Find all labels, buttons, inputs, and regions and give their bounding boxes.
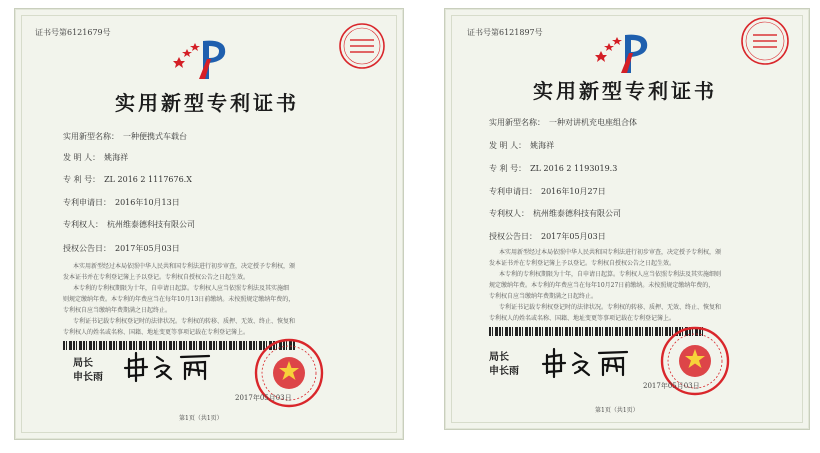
field-label: 实用新型名称： bbox=[489, 118, 545, 127]
field-grant-date bbox=[489, 231, 606, 242]
field-name bbox=[489, 117, 637, 128]
field-value: 姚海祥 bbox=[530, 141, 555, 150]
field-label: 专利申请日： bbox=[63, 198, 111, 207]
field-value: 一种对讲机充电座组合体 bbox=[549, 118, 637, 127]
body-line: 专利权自应当缴纳年费期满之日起终止。 bbox=[489, 293, 598, 300]
field-value: ZL 2016 2 1117676.X bbox=[104, 175, 192, 184]
page-footer: 第1页（共1页） bbox=[179, 415, 223, 422]
patent-office-logo-icon bbox=[595, 29, 655, 77]
field-label: 发 明 人： bbox=[63, 153, 101, 162]
seal-date: 2017年05月03日 bbox=[643, 382, 700, 390]
patent-certificate-1 bbox=[14, 8, 404, 440]
field-value: 2017年05月03日 bbox=[115, 244, 180, 253]
field-value: 2016年10月13日 bbox=[115, 198, 180, 207]
director-title: 局长 bbox=[489, 352, 509, 363]
body-line: 专利权人的姓名或名称、国籍、地址变更等事项记载在专利登记簿上。 bbox=[489, 315, 676, 322]
field-label: 发 明 人： bbox=[489, 141, 527, 150]
body-line: 本实用新型经过本局依照中华人民共和国专利法进行初步审查，决定授予专利权，颁 bbox=[499, 249, 722, 256]
field-label: 专利权人： bbox=[63, 220, 103, 229]
director-signature-icon bbox=[123, 349, 215, 383]
field-label: 专利申请日： bbox=[489, 187, 537, 196]
approval-stamp-icon bbox=[739, 15, 791, 67]
field-inventor bbox=[63, 152, 128, 163]
field-value: ZL 2016 2 1193019.3 bbox=[530, 164, 618, 173]
field-inventor bbox=[489, 140, 554, 151]
field-patentee bbox=[63, 219, 195, 230]
field-value: 一种便携式车载台 bbox=[123, 132, 187, 141]
approval-stamp-icon bbox=[337, 21, 387, 71]
body-line: 规定缴纳年费。本专利的年费应当在每年10月27日前缴纳。未按照规定缴纳年费的， bbox=[489, 282, 715, 289]
director-signature-icon bbox=[541, 345, 633, 379]
body-line: 发本证书并在专利登记簿上予以登记。专利权自授权公告之日起生效。 bbox=[489, 260, 676, 267]
director-block bbox=[73, 357, 103, 385]
field-patent-number bbox=[489, 163, 617, 174]
body-line: 本专利的专利权期限为十年，自申请日起算。专利权人应当依照专利法及其实施细则 bbox=[499, 271, 722, 278]
director-block bbox=[489, 351, 519, 379]
field-label: 授权公告日： bbox=[489, 232, 537, 241]
seal-date: 2017年05月03日 bbox=[235, 394, 292, 402]
field-value: 姚海祥 bbox=[104, 153, 129, 162]
certificate-body-text bbox=[63, 261, 363, 338]
patent-office-logo-icon bbox=[173, 35, 233, 83]
field-value: 杭州维泰德科技有限公司 bbox=[107, 220, 195, 229]
director-name: 申长雨 bbox=[489, 366, 519, 377]
body-line: 则规定缴纳年费。本专利的年费应当在每年10月13日前缴纳。未按照规定缴纳年费的， bbox=[63, 296, 295, 303]
body-line: 专利证书记载专利权登记时的法律状况。专利权的转移、质押、无效、终止、恢复和 bbox=[499, 304, 722, 311]
field-label: 专利权人： bbox=[489, 209, 529, 218]
field-grant-date bbox=[63, 243, 180, 254]
field-label: 实用新型名称： bbox=[63, 132, 119, 141]
director-title: 局长 bbox=[73, 358, 93, 369]
certificate-title: 实用新型专利证书 bbox=[533, 79, 717, 103]
page-footer: 第1页（共1页） bbox=[595, 407, 639, 414]
body-line: 本专利的专利权期限为十年，自申请日起算。专利权人应当依照专利法及其实施细 bbox=[73, 285, 290, 292]
field-patent-number bbox=[63, 174, 192, 185]
patent-certificate-2 bbox=[444, 8, 810, 430]
field-label: 专 利 号： bbox=[489, 164, 527, 173]
certificate-title: 实用新型专利证书 bbox=[115, 91, 299, 115]
body-line: 专利证书记载专利权登记时的法律状况。专利权的转移、质押、无效、终止、恢复和 bbox=[73, 318, 296, 325]
body-line: 发本证书并在专利登记簿上予以登记。专利权自授权公告之日起生效。 bbox=[63, 274, 250, 281]
field-label: 专 利 号： bbox=[63, 175, 101, 184]
certificate-number: 证书号第6121897号 bbox=[467, 28, 543, 37]
body-line: 专利权人的姓名或名称、国籍、地址变更等事项记载在专利登记簿上。 bbox=[63, 329, 250, 336]
field-value: 杭州维泰德科技有限公司 bbox=[533, 209, 621, 218]
certificate-number: 证书号第6121679号 bbox=[35, 28, 111, 37]
field-name bbox=[63, 131, 187, 142]
field-application-date bbox=[489, 186, 606, 197]
director-name: 申长雨 bbox=[73, 372, 103, 383]
field-value: 2017年05月03日 bbox=[541, 232, 606, 241]
field-label: 授权公告日： bbox=[63, 244, 111, 253]
body-line: 专利权自应当缴纳年费期满之日起终止。 bbox=[63, 307, 172, 314]
field-value: 2016年10月27日 bbox=[541, 187, 606, 196]
certificate-body-text bbox=[489, 247, 781, 324]
body-line: 本实用新型经过本局依照中华人民共和国专利法进行初步审查，决定授予专利权，颁 bbox=[73, 263, 296, 270]
field-patentee bbox=[489, 208, 621, 219]
field-application-date bbox=[63, 197, 180, 208]
